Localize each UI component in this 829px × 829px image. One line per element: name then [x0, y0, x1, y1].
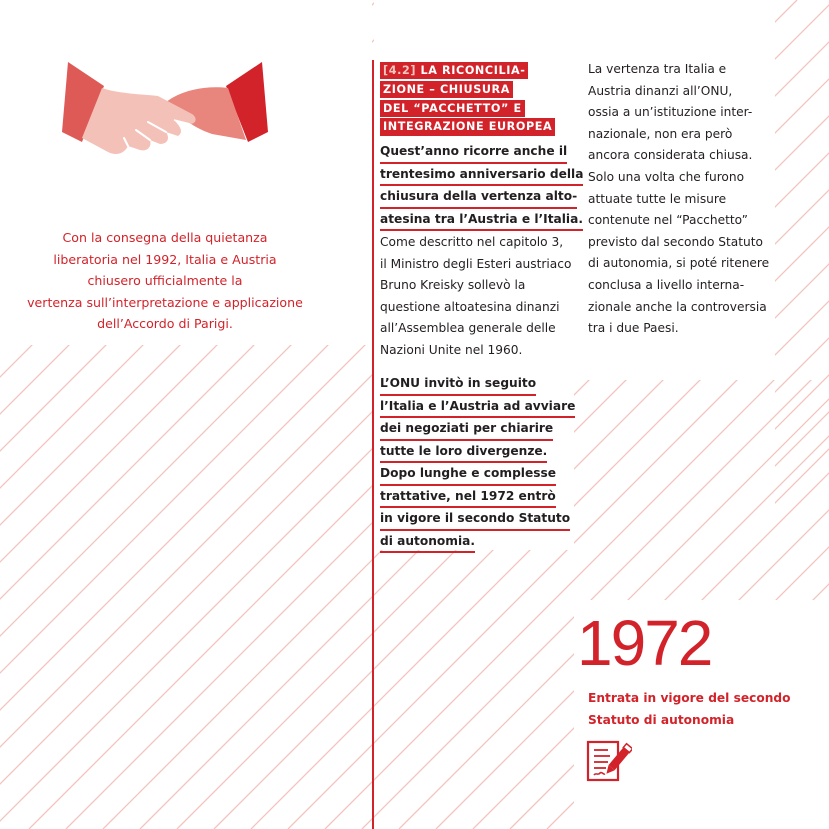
caption-line: liberatoria nel 1992, Italia e Austria — [53, 251, 277, 267]
milestone-label — [588, 688, 791, 731]
handshake-caption — [20, 227, 310, 335]
highlight-line: di autonomia. — [380, 532, 475, 554]
milestone-label-line: Entrata in vigore del secondo — [588, 691, 791, 705]
heading-line: DEL “PACCHETTO” E — [380, 100, 525, 117]
heading-line: ZIONE – CHIUSURA — [380, 81, 513, 98]
body-line: previsto dal secondo Statuto — [588, 234, 764, 249]
caption-line: Con la consegna della quietanza — [62, 230, 268, 245]
right-column — [588, 59, 769, 340]
body-line: conclusa a livello interna- — [588, 277, 745, 292]
highlight-line: tutte le loro divergenze. — [380, 442, 547, 464]
body-line: Bruno Kreisky sollevò la — [380, 278, 526, 293]
heading-line: INTEGRAZIONE EUROPEA — [380, 118, 555, 135]
highlight-paragraph — [380, 374, 575, 554]
body-line: di autonomia, si poté ritenere — [588, 256, 770, 271]
body-line: Solo una volta che furono — [588, 169, 745, 184]
body-line: Nazioni Unite nel 1960. — [380, 342, 523, 357]
body-line: il Ministro degli Esteri austriaco — [380, 256, 572, 271]
highlight-line: Dopo lunghe e complesse — [380, 464, 556, 486]
caption-line: dell’Accordo di Parigi. — [97, 316, 233, 331]
body-line: Come descritto nel capitolo 3, — [380, 235, 564, 249]
body-line: tra i due Paesi. — [588, 321, 679, 336]
heading-text: LA RICONCILIA- — [420, 64, 526, 77]
body-line: contenute nel “Pacchetto” — [588, 213, 748, 228]
handshake-icon — [62, 58, 268, 174]
body-line: La vertenza tra Italia e — [588, 62, 727, 76]
body-line: all’Assemblea generale delle — [380, 321, 556, 336]
body-line: Austria dinanzi all’ONU, — [588, 83, 733, 98]
body-line: ancora considerata chiusa. — [588, 148, 753, 163]
section-heading — [380, 62, 580, 137]
highlight-line: trentesimo anniversario della — [380, 165, 583, 187]
highlight-line: chiusura della vertenza alto- — [380, 187, 577, 209]
body-line: ossia a un’istituzione inter- — [588, 105, 753, 120]
column-divider — [372, 60, 374, 829]
highlight-line: Quest’anno ricorre anche il — [380, 142, 567, 164]
document-pencil-icon — [586, 738, 632, 784]
body-line: zionale anche la controversia — [588, 299, 767, 314]
highlight-line: l’Italia e l’Austria ad avviare — [380, 397, 575, 419]
section-number: [4.2] — [383, 64, 417, 77]
middle-column — [380, 142, 583, 362]
milestone-label-line: Statuto di autonomia — [588, 712, 735, 727]
highlight-line: dei negoziati per chiarire — [380, 419, 553, 441]
highlight-line: atesina tra l’Austria e l’Italia. — [380, 210, 583, 232]
caption-line: chiusero ufficialmente la — [87, 273, 243, 288]
body-line: nazionale, non era però — [588, 126, 733, 141]
body-line: attuate tutte le misure — [588, 191, 727, 206]
heading-line — [380, 62, 528, 79]
highlight-line: L’ONU invitò in seguito — [380, 374, 536, 396]
highlight-line: trattative, nel 1972 entrò — [380, 487, 556, 509]
highlight-line: in vigore il secondo Statuto — [380, 509, 570, 531]
milestone-year: 1972 — [577, 607, 712, 679]
caption-line: vertenza sull’interpretazione e applicazione — [27, 294, 303, 310]
body-line: questione altoatesina dinanzi — [380, 299, 560, 314]
